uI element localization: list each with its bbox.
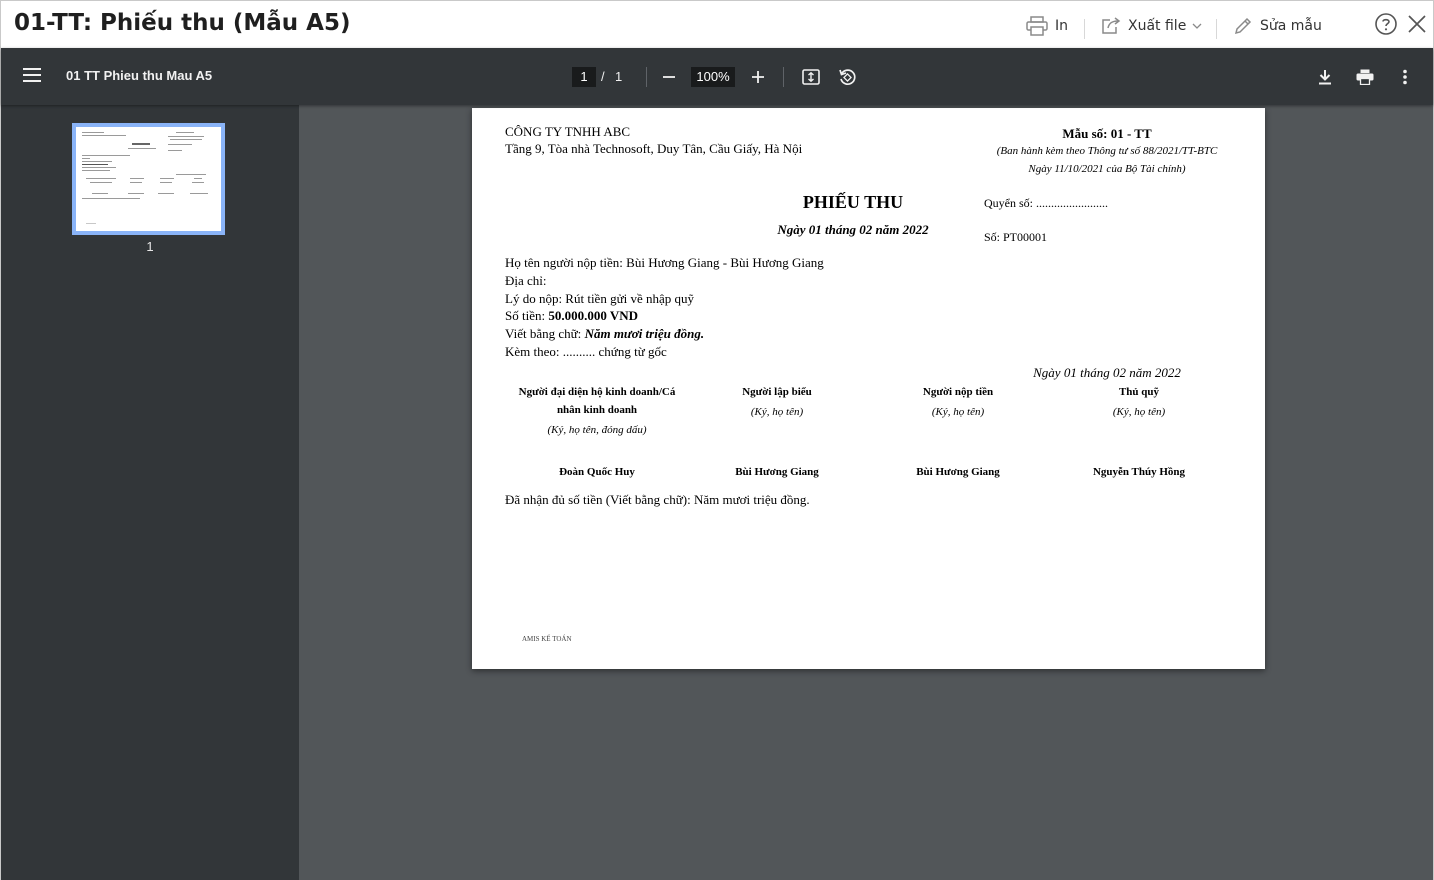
- pdf-toolbar: [1, 48, 1433, 105]
- document-title: PHIẾU THU: [802, 192, 904, 212]
- minus-icon: [662, 70, 676, 84]
- close-icon[interactable]: [1406, 13, 1428, 35]
- menu-icon[interactable]: [23, 67, 41, 83]
- attached-line: Kèm theo: .......... chứng từ gốc: [505, 344, 667, 359]
- thumbnail-line: [82, 167, 116, 168]
- edit-template-button[interactable]: [1233, 15, 1322, 37]
- form-note-2: Ngày 11/10/2021 của Bộ Tài chính): [1028, 163, 1186, 175]
- page-number-input[interactable]: 1: [572, 67, 596, 87]
- signer-4-name: Nguyễn Thúy Hồng: [1092, 466, 1186, 478]
- thumbnail-line: [176, 174, 206, 175]
- thumbnail-line: [190, 193, 208, 194]
- signer-2-hint: (Ký, họ tên): [750, 406, 804, 418]
- signer-4-hint: (Ký, họ tên): [1112, 406, 1166, 418]
- thumbnail-line: [168, 144, 192, 145]
- form-note-1: (Ban hành kèm theo Thông tư số 88/2021/TT-BTC: [996, 145, 1218, 157]
- thumbnail-line: [90, 182, 112, 183]
- company-address: Tầng 9, Tòa nhà Technosoft, Duy Tân, Cầu Giấy, Hà Nội: [505, 141, 803, 156]
- fit-to-page-icon: [802, 69, 820, 85]
- received-line: Đã nhận đủ số tiền (Viết bằng chữ): Năm mươi triệu đồng.: [505, 492, 810, 507]
- signer-3-name: Bùi Hương Giang: [916, 466, 1000, 478]
- address-line: Địa chỉ:: [505, 273, 547, 288]
- page-separator: /: [601, 69, 605, 84]
- printer-icon: [1356, 69, 1374, 85]
- zoom-level-input[interactable]: 100%: [691, 67, 735, 87]
- page-thumbnail[interactable]: [72, 123, 225, 235]
- thumbnail-line: [170, 139, 202, 140]
- pdf-page: [472, 108, 1265, 669]
- thumbnail-sidebar: [1, 105, 299, 880]
- thumbnail-line: [82, 198, 140, 199]
- thumbnail-line: [92, 193, 108, 194]
- thumbnail-line: [82, 161, 112, 162]
- thumbnail-line: [168, 150, 182, 151]
- help-icon[interactable]: [1374, 12, 1398, 36]
- amount-words-label: Viết bằng chữ:: [505, 326, 585, 341]
- amount-label: Số tiền:: [505, 308, 549, 323]
- fit-page-button[interactable]: [798, 64, 824, 90]
- divider: [783, 67, 784, 87]
- amount-words-line: [505, 326, 704, 342]
- book-number: Quyển số: ........................: [984, 196, 1108, 210]
- rotate-button[interactable]: [834, 64, 860, 90]
- thumbnail-line: [168, 136, 204, 137]
- signer-3-hint: (Ký, họ tên): [931, 406, 985, 418]
- chevron-down-icon: [1192, 23, 1202, 29]
- file-name: 01 TT Phieu thu Mau A5: [66, 68, 213, 83]
- zoom-in-button[interactable]: [745, 64, 771, 90]
- divider: [1084, 19, 1085, 39]
- amount-words-value: Năm mươi triệu đồng.: [584, 326, 705, 341]
- thumbnail-line: [86, 223, 96, 224]
- thumbnail-line: [160, 178, 174, 179]
- download-icon: [1318, 69, 1332, 85]
- amount-value: 50.000.000 VND: [548, 308, 639, 323]
- thumbnail-line: [192, 182, 204, 183]
- sign-date: Ngày 01 tháng 02 năm 2022: [1033, 365, 1181, 380]
- print-pdf-button[interactable]: [1352, 64, 1378, 90]
- thumbnail-line: [82, 158, 90, 159]
- thumbnail-line: [130, 178, 144, 179]
- download-button[interactable]: [1312, 64, 1338, 90]
- print-button[interactable]: [1026, 15, 1068, 37]
- document-viewport[interactable]: [299, 105, 1433, 880]
- signer-2-name: Bùi Hương Giang: [735, 466, 819, 478]
- total-pages: 1: [615, 69, 623, 84]
- signer-1-role-line2: nhân kinh doanh: [556, 404, 638, 416]
- signer-2-role: Người lập biểu: [742, 386, 812, 398]
- document-date: Ngày 01 tháng 02 năm 2022: [777, 222, 929, 237]
- thumbnail-line: [82, 155, 130, 156]
- more-vertical-icon: [1403, 69, 1407, 85]
- company-name: CÔNG TY TNHH ABC: [505, 124, 631, 139]
- zoom-out-button[interactable]: [656, 64, 682, 90]
- thumbnail-line: [194, 178, 202, 179]
- thumbnail-line: [82, 164, 108, 165]
- voucher-number: Số: PT00001: [984, 230, 1048, 244]
- reason-line: Lý do nộp: Rút tiền gửi về nhập quỹ: [505, 291, 695, 306]
- amount-line: [505, 308, 638, 324]
- thumbnail-line: [86, 178, 116, 179]
- more-options-button[interactable]: [1392, 64, 1418, 90]
- modal-title: 01-TT: Phiếu thu (Mẫu A5): [14, 10, 351, 36]
- thumbnail-line: [82, 170, 110, 171]
- payer-line: Họ tên người nộp tiền: Bùi Hương Giang - Bùi Hương Giang: [505, 255, 824, 270]
- export-file-button[interactable]: [1101, 15, 1209, 37]
- signer-1-name: Đoàn Quốc Huy: [559, 466, 635, 478]
- thumbnail-line: [158, 193, 174, 194]
- signer-3-role: Người nộp tiền: [922, 386, 994, 398]
- thumbnail-line: [128, 193, 144, 194]
- signer-4-role: Thủ quỹ: [1118, 386, 1160, 398]
- thumbnail-line: [128, 148, 156, 149]
- export-icon: [1101, 16, 1121, 36]
- pencil-icon: [1233, 16, 1253, 36]
- thumbnail-line: [132, 143, 150, 145]
- thumbnail-line: [176, 132, 194, 133]
- plus-icon: [751, 70, 765, 84]
- divider: [646, 67, 647, 87]
- edit-label: Sửa mẫu: [1260, 18, 1322, 34]
- form-code: Mẫu số: 01 - TT: [1062, 126, 1152, 141]
- export-label: Xuất file: [1128, 18, 1187, 34]
- thumbnail-page-number: 1: [146, 239, 154, 254]
- print-label: In: [1055, 18, 1069, 34]
- thumbnail-line: [130, 182, 142, 183]
- rotate-icon: [838, 68, 856, 86]
- signer-1-role-line1: Người đại diện hộ kinh doanh/Cá: [518, 386, 676, 398]
- printer-icon: [1026, 16, 1048, 36]
- thumbnail-line: [82, 132, 104, 133]
- thumbnail-line: [82, 135, 126, 136]
- page-footer: AMIS KẾ TOÁN: [522, 635, 572, 643]
- divider: [1216, 19, 1217, 39]
- thumbnail-line: [160, 182, 172, 183]
- signer-1-hint: (Ký, họ tên, đóng dấu): [547, 424, 647, 436]
- modal-header: [1, 1, 1433, 48]
